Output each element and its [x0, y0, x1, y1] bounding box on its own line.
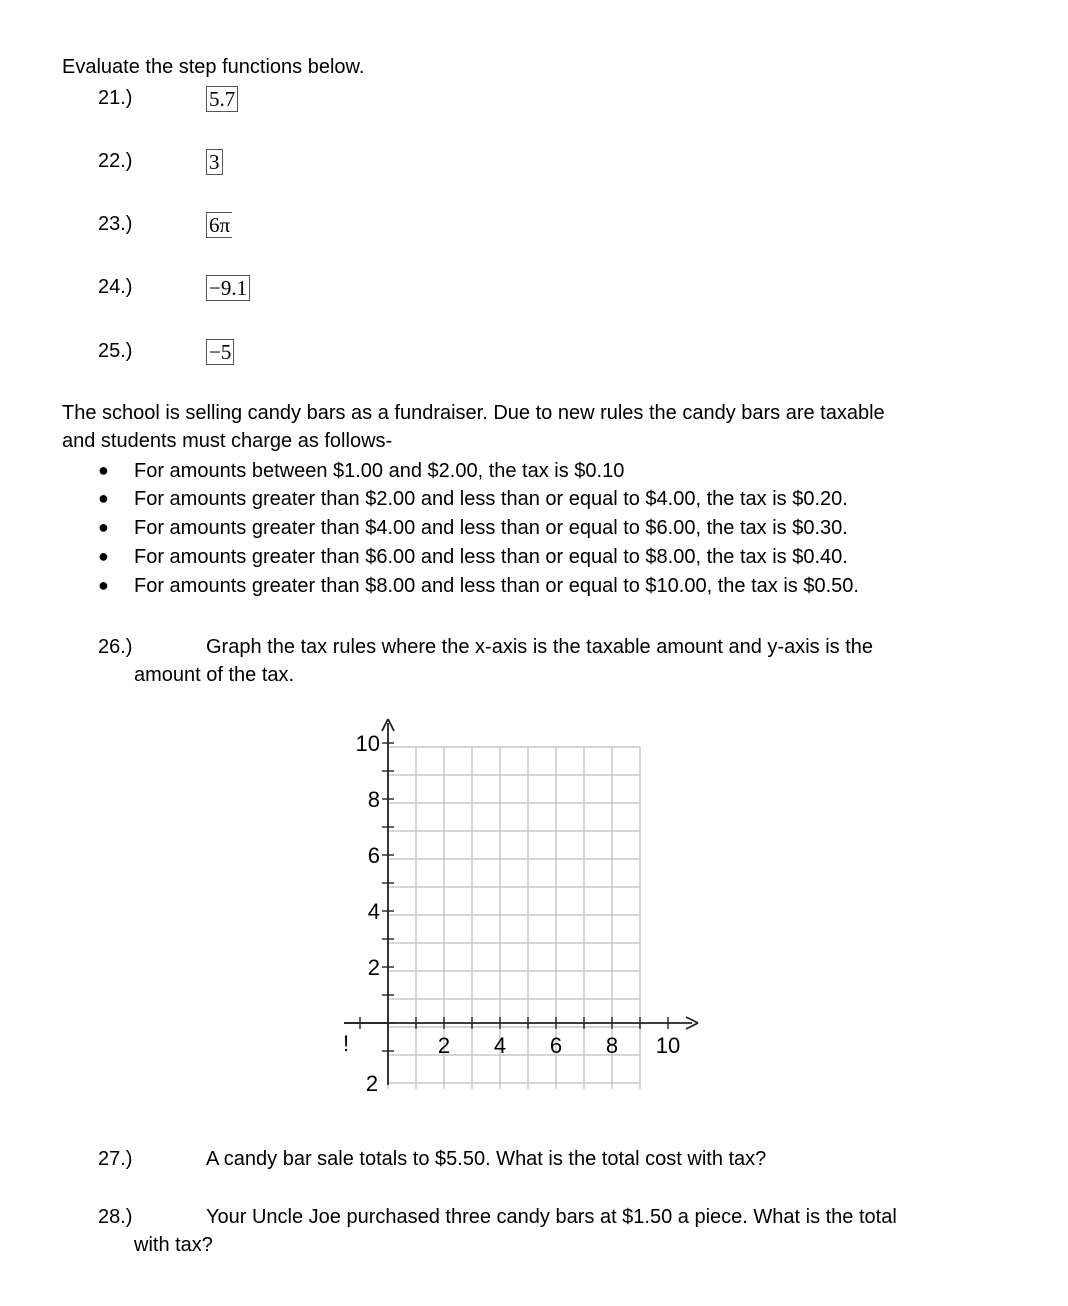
- grid-lines: [388, 747, 640, 1089]
- problem-21-expression: 5.7: [206, 86, 238, 112]
- problem-23-number: 23.): [98, 213, 133, 235]
- x-axis-arrowhead: [686, 1017, 698, 1023]
- tax-rule-item: For amounts greater than $8.00 and less than or equal to $10.00, the tax is $0.50.: [134, 575, 859, 597]
- problem-24-number: 24.): [98, 276, 133, 298]
- bullet-icon: ●: [98, 517, 109, 537]
- tax-rule-item: For amounts greater than $4.00 and less than or equal to $6.00, the tax is $0.30.: [134, 517, 848, 539]
- problem-23-expression: 6π: [206, 212, 232, 238]
- problem-21-number: 21.): [98, 87, 133, 109]
- instructions-text: Evaluate the step functions below.: [62, 56, 365, 78]
- bullet-icon: ●: [98, 546, 109, 566]
- q27-number: 27.): [98, 1148, 133, 1170]
- y-tick-label: 10: [355, 731, 380, 756]
- x-tick-label: 6: [549, 1033, 563, 1058]
- problem-22-number: 22.): [98, 150, 133, 172]
- tax-rule-item: For amounts between $1.00 and $2.00, the tax is $0.10: [134, 460, 625, 482]
- y-tick-label: 6: [367, 843, 380, 868]
- q28-text-line2: with tax?: [134, 1234, 213, 1256]
- fundraiser-intro-line1: The school is selling candy bars as a fundraiser. Due to new rules the candy bars are taxable: [62, 402, 885, 424]
- q27-text: A candy bar sale totals to $5.50. What is the total cost with tax?: [206, 1148, 767, 1170]
- problem-25-number: 25.): [98, 340, 133, 362]
- x-tick-label: 8: [605, 1033, 619, 1058]
- problem-25-expression: −5: [206, 339, 234, 365]
- bullet-icon: ●: [98, 575, 109, 595]
- x-tick-label: 4: [493, 1033, 507, 1058]
- x-tick-label: 10: [655, 1033, 681, 1058]
- axes: [344, 719, 698, 1085]
- tax-graph[interactable]: [330, 705, 710, 1095]
- q28-text-line1: Your Uncle Joe purchased three candy bars at $1.50 a piece. What is the total: [206, 1206, 897, 1228]
- y-tick-label: 2: [367, 955, 380, 980]
- q26-text-line1: Graph the tax rules where the x-axis is the taxable amount and y-axis is the: [206, 636, 874, 658]
- y-tick-label: 4: [367, 899, 380, 924]
- q28-number: 28.): [98, 1206, 133, 1228]
- y-partial-label: 2: [365, 1071, 379, 1095]
- problem-22-expression: 3: [206, 149, 223, 175]
- fundraiser-intro-line2: and students must charge as follows-: [62, 430, 393, 452]
- x-partial-label: !: [342, 1031, 350, 1056]
- tax-rule-item: For amounts greater than $6.00 and less than or equal to $8.00, the tax is $0.40.: [134, 546, 848, 568]
- q26-number: 26.): [98, 636, 133, 658]
- problem-24-expression: −9.1: [206, 275, 250, 301]
- bullet-icon: ●: [98, 460, 109, 480]
- tick-labels: [343, 731, 680, 1095]
- x-tick-label: 2: [437, 1033, 451, 1058]
- tax-rule-item: For amounts greater than $2.00 and less than or equal to $4.00, the tax is $0.20.: [134, 488, 848, 510]
- bullet-icon: ●: [98, 488, 109, 508]
- q26-text-line2: amount of the tax.: [134, 664, 295, 686]
- x-axis-arrowhead: [686, 1023, 698, 1029]
- y-tick-label: 8: [367, 787, 380, 812]
